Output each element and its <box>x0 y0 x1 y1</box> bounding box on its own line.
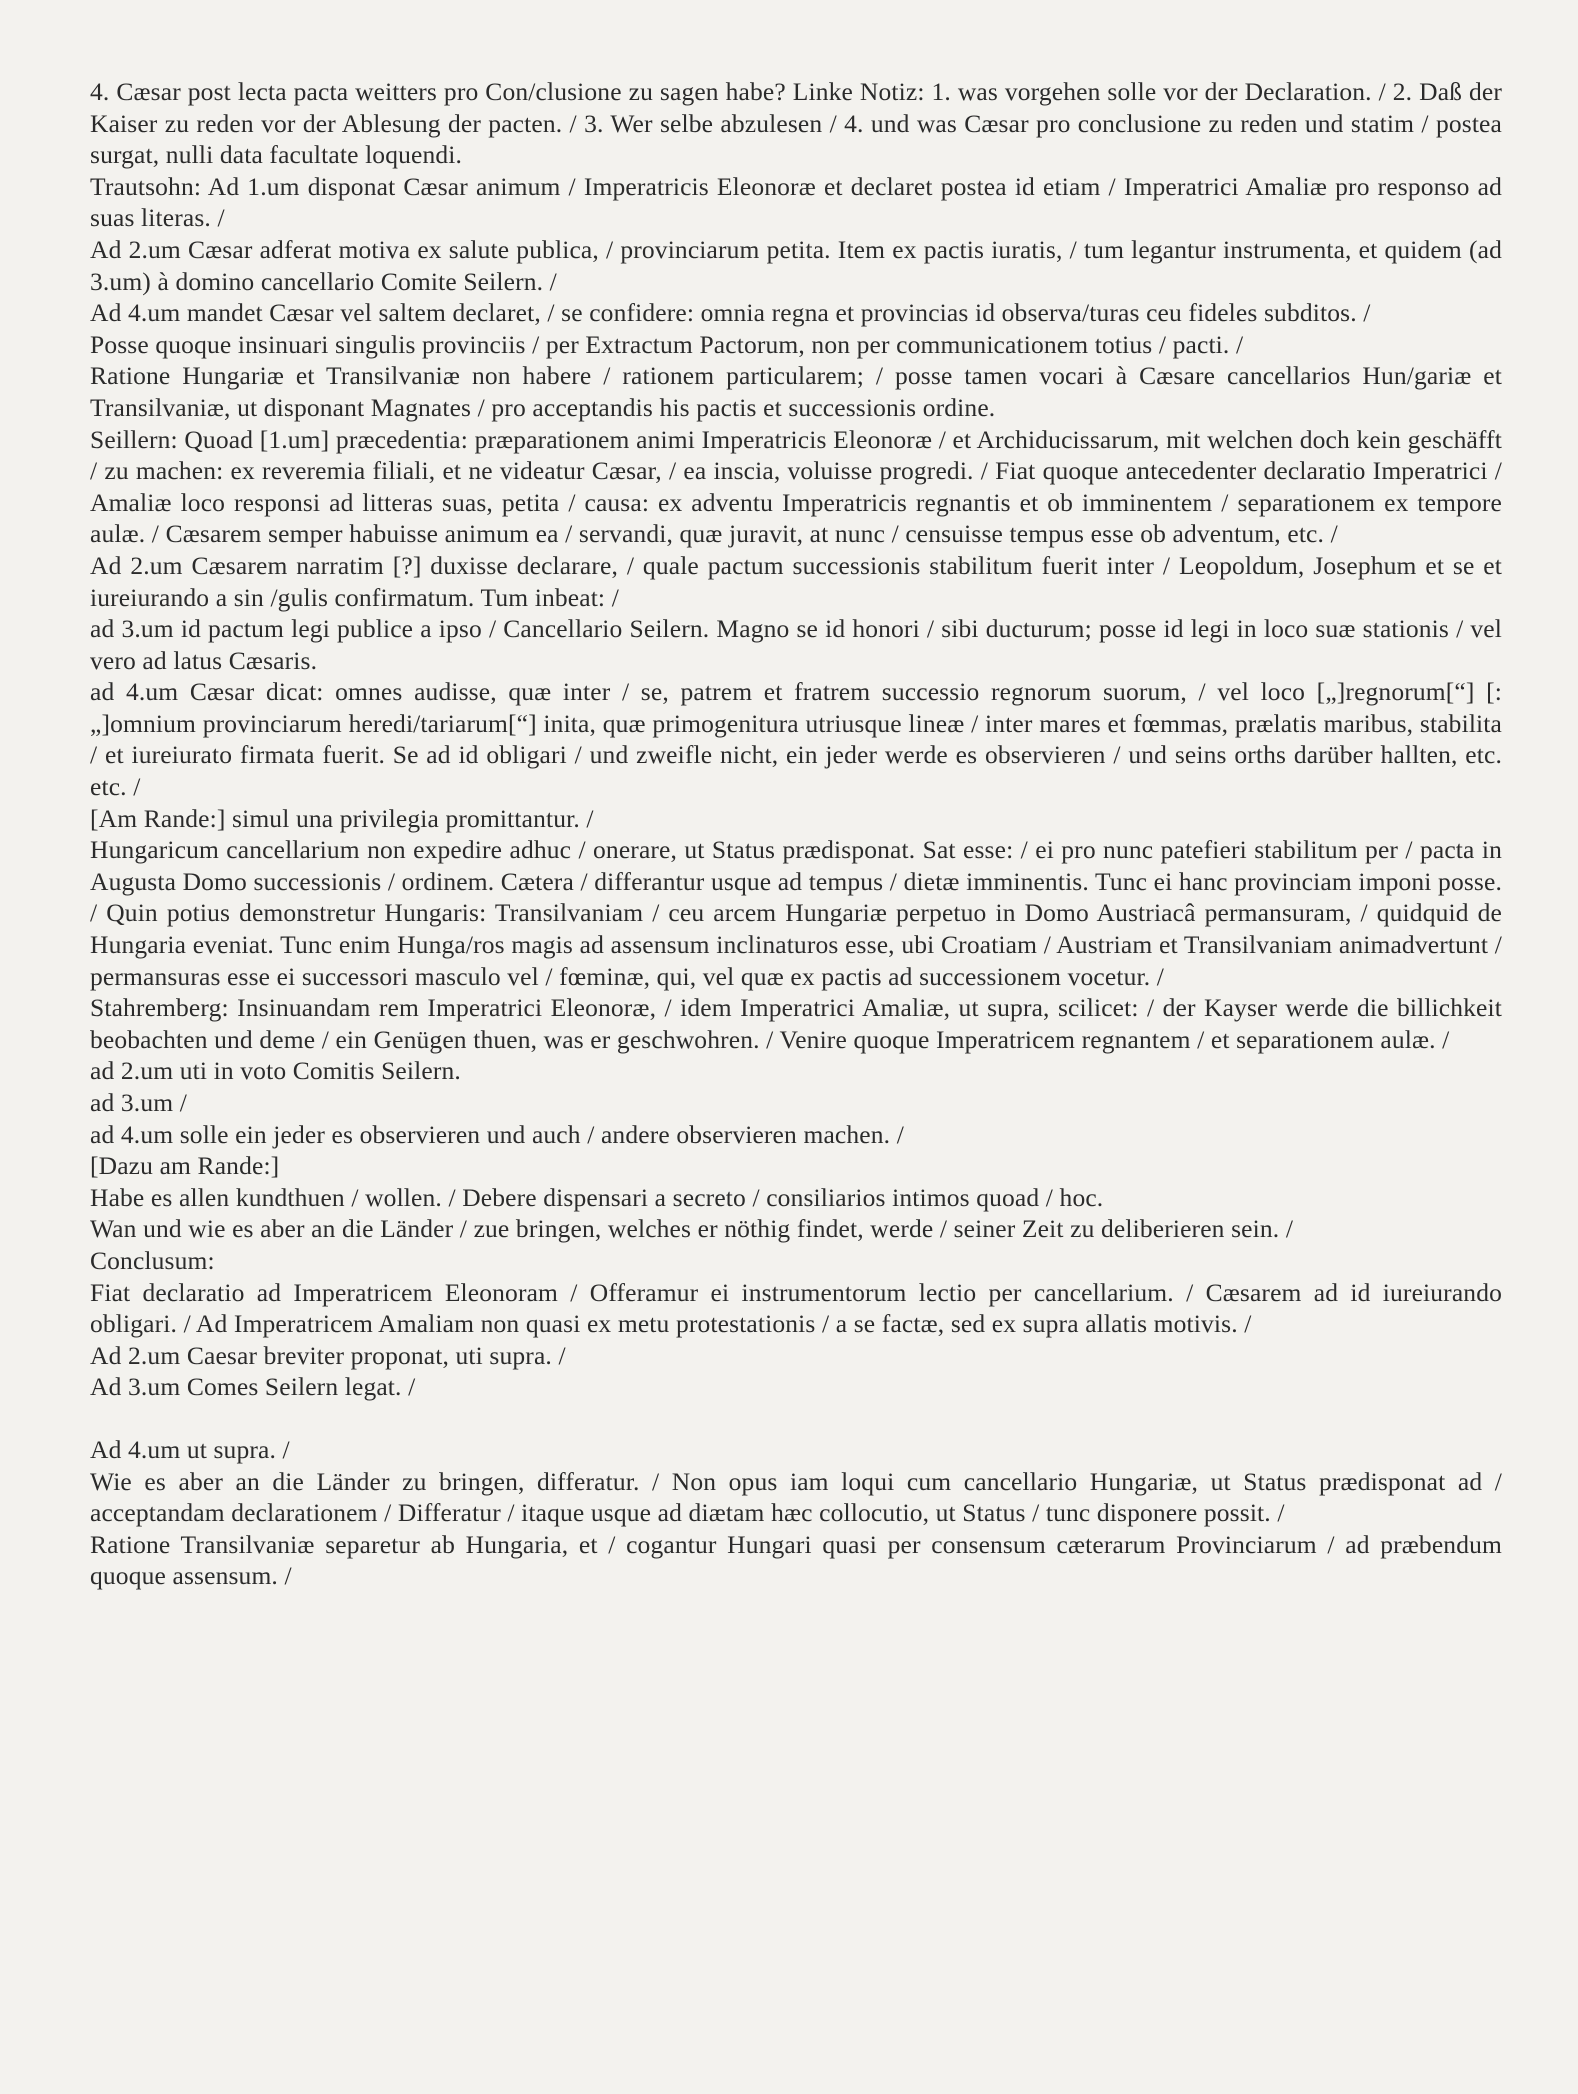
paragraph-18: Habe es allen kundthuen / wollen. / Debere dispensari a secreto / consiliarios intimos quoad / hoc. <box>90 1182 1104 1212</box>
paragraph-16: ad 4.um solle ein jeder es observieren und auch / andere observieren machen. / <box>90 1119 904 1149</box>
paragraph-13: Stahremberg: Insinuandam rem Imperatrici Eleonoræ, / idem Imperatrici Amaliæ, ut supra, scilicet: / der Kayser werde die billichkeit beobachten und deme / ein Genügen thuen, was er geschwohren. / Venire quoque Imperatricem regnantem / et separationem aulæ. / <box>90 993 1502 1054</box>
paragraph-15: ad 3.um / <box>90 1088 187 1117</box>
paragraph-4: Ad 4.um mandet Cæsar vel saltem declaret, / se confidere: omnia regna et provincias id observa/turas ceu fideles subditos. / <box>90 298 1371 328</box>
paragraph-14: ad 2.um uti in voto Comitis Seilern. <box>90 1056 461 1086</box>
paragraph-22: Ad 2.um Caesar breviter proponat, uti supra. / <box>90 1340 566 1370</box>
paragraph-6: Ratione Hungariæ et Transilvaniæ non habere / rationem particularem; / posse tamen vocari à Cæsare cancellarios Hun/gariæ et Transilvaniæ, ut disponant Magnates / pro acceptandis his pactis et successionis ordine. <box>90 361 1502 422</box>
paragraph-2: Trautsohn: Ad 1.um disponat Cæsar animum / Imperatricis Eleonoræ et declaret postea id etiam / Imperatrici Amaliæ pro responso ad suas literas. / <box>90 171 1502 233</box>
paragraph-20: Conclusum: <box>90 1245 215 1275</box>
paragraph-26: Ratione Transilvaniæ separetur ab Hungaria, et / cogantur Hungari quasi per consensum cæterarum Provinciarum / ad præbendum quoque assensum. / <box>90 1529 1502 1591</box>
paragraph-25: Wie es aber an die Länder zu bringen, differatur. / Non opus iam loqui cum cancellario Hungariæ, ut Status prædisponat ad / acceptandam declarationem / Differatur / itaque usque ad diætam hæc collocutio, ut Status / tunc disponere possit. / <box>90 1466 1502 1528</box>
paragraph-24: Ad 4.um ut supra. / <box>90 1434 290 1464</box>
paragraph-10: ad 4.um Cæsar dicat: omnes audisse, quæ inter / se, patrem et fratrem successio regnorum suorum, / vel loco [„]regnorum[“] [:„]omnium provinciarum heredi/tariarum[“] inita, quæ primogenitura utriusque lineæ / inter mares et fœmmas, prælatis maribus, stabilita / et iureiurato firmata fuerit. Se ad id obligari / und zweifle nicht, ein jeder werde es observieren / und seins orths darüber hallten, etc. etc. / <box>90 677 1502 802</box>
paragraph-7: Seillern: Quoad [1.um] præcedentia: præparationem animi Imperatricis Eleonoræ / et Archiducissarum, mit welchen doch kein geschäfft / zu machen: ex reveremia filiali, et ne videatur Cæsar, / ea inscia, voluisse progredi. / Fiat quoque antecedenter declaratio Imperatrici / Amaliæ loco responsi ad litteras suas, petita / causa: ex adventu Imperatricis regnantis et ob imminentem / separationem ex tempore aulæ. / Cæsarem semper habuisse animum ea / servandi, quæ juravit, at nunc / censuisse tempus esse ob adventum, etc. / <box>90 424 1502 549</box>
paragraph-8: Ad 2.um Cæsarem narratim [?] duxisse declarare, / quale pactum successionis stabilitum fuerit inter / Leopoldum, Josephum et se et iureiurando a sin /gulis confirmatum. Tum inbeat: / <box>90 550 1502 612</box>
paragraph-5: Posse quoque insinuari singulis provinciis / per Extractum Pactorum, non per communicationem totius / pacti. / <box>90 329 1244 359</box>
paragraph-9: ad 3.um id pactum legi publice a ipso / Cancellario Seilern. Magno se id honori / sibi ducturum; posse id legi in loco suæ stationis / vel vero ad latus Cæsaris. <box>90 614 1502 675</box>
paragraph-1: 4. Cæsar post lecta pacta weitters pro Con/clusione zu sagen habe? Linke Notiz: 1. was vorgehen solle vor der Declaration. / 2. Daß der Kaiser zu reden vor der Ablesung der pacten. / 3. Wer selbe abzulesen / 4. und was Cæsar pro conclusione zu reden und statim / postea surgat, nulli data facultate loquendi. <box>90 77 1502 170</box>
paragraph-23: Ad 3.um Comes Seilern legat. / <box>90 1372 416 1402</box>
paragraph-12: Hungaricum cancellarium non expedire adhuc / onerare, ut Status prædisponat. Sat esse: / ei pro nunc patefieri stabilitum per / pacta in Augusta Domo successionis / ordinem. Cætera / differantur usque ad tempus / dietæ imminentis. Tunc ei hanc provinciam imponi posse. / Quin potius demonstretur Hungaris: Transilvaniam / ceu arcem Hungariæ perpetuo in Domo Austriacâ permansuram, / quidquid de Hungaria eveniat. Tunc enim Hunga/ros magis ad assensum inclinaturos esse, ubi Croatiam / Austriam et Transilvaniam animadvertunt / permansuras esse ei successori masculo vel / fœminæ, qui, vel quæ ex pactis ad successionem vocetur. / <box>90 835 1502 991</box>
paragraph-3: Ad 2.um Cæsar adferat motiva ex salute publica, / provinciarum petita. Item ex pactis iuratis, / tum legantur instrumenta, et quidem (ad 3.um) à domino cancellario Comite Seilern. / <box>90 234 1502 296</box>
paragraph-11: [Am Rande:] simul una privilegia promittantur. / <box>90 803 594 833</box>
document-body <box>90 76 1502 1592</box>
paragraph-19: Wan und wie es aber an die Länder / zue bringen, welches er nöthig findet, werde / seiner Zeit zu deliberieren sein. / <box>90 1214 1294 1244</box>
paragraph-17: [Dazu am Rande:] <box>90 1151 280 1181</box>
paragraph-21: Fiat declaratio ad Imperatricem Eleonoram / Offeramur ei instrumentorum lectio per cancellarium. / Cæsarem ad id iureiurando obligari. / Ad Imperatricem Amaliam non quasi ex metu protestationis / a se factæ, sed ex supra allatis motivis. / <box>90 1277 1502 1339</box>
